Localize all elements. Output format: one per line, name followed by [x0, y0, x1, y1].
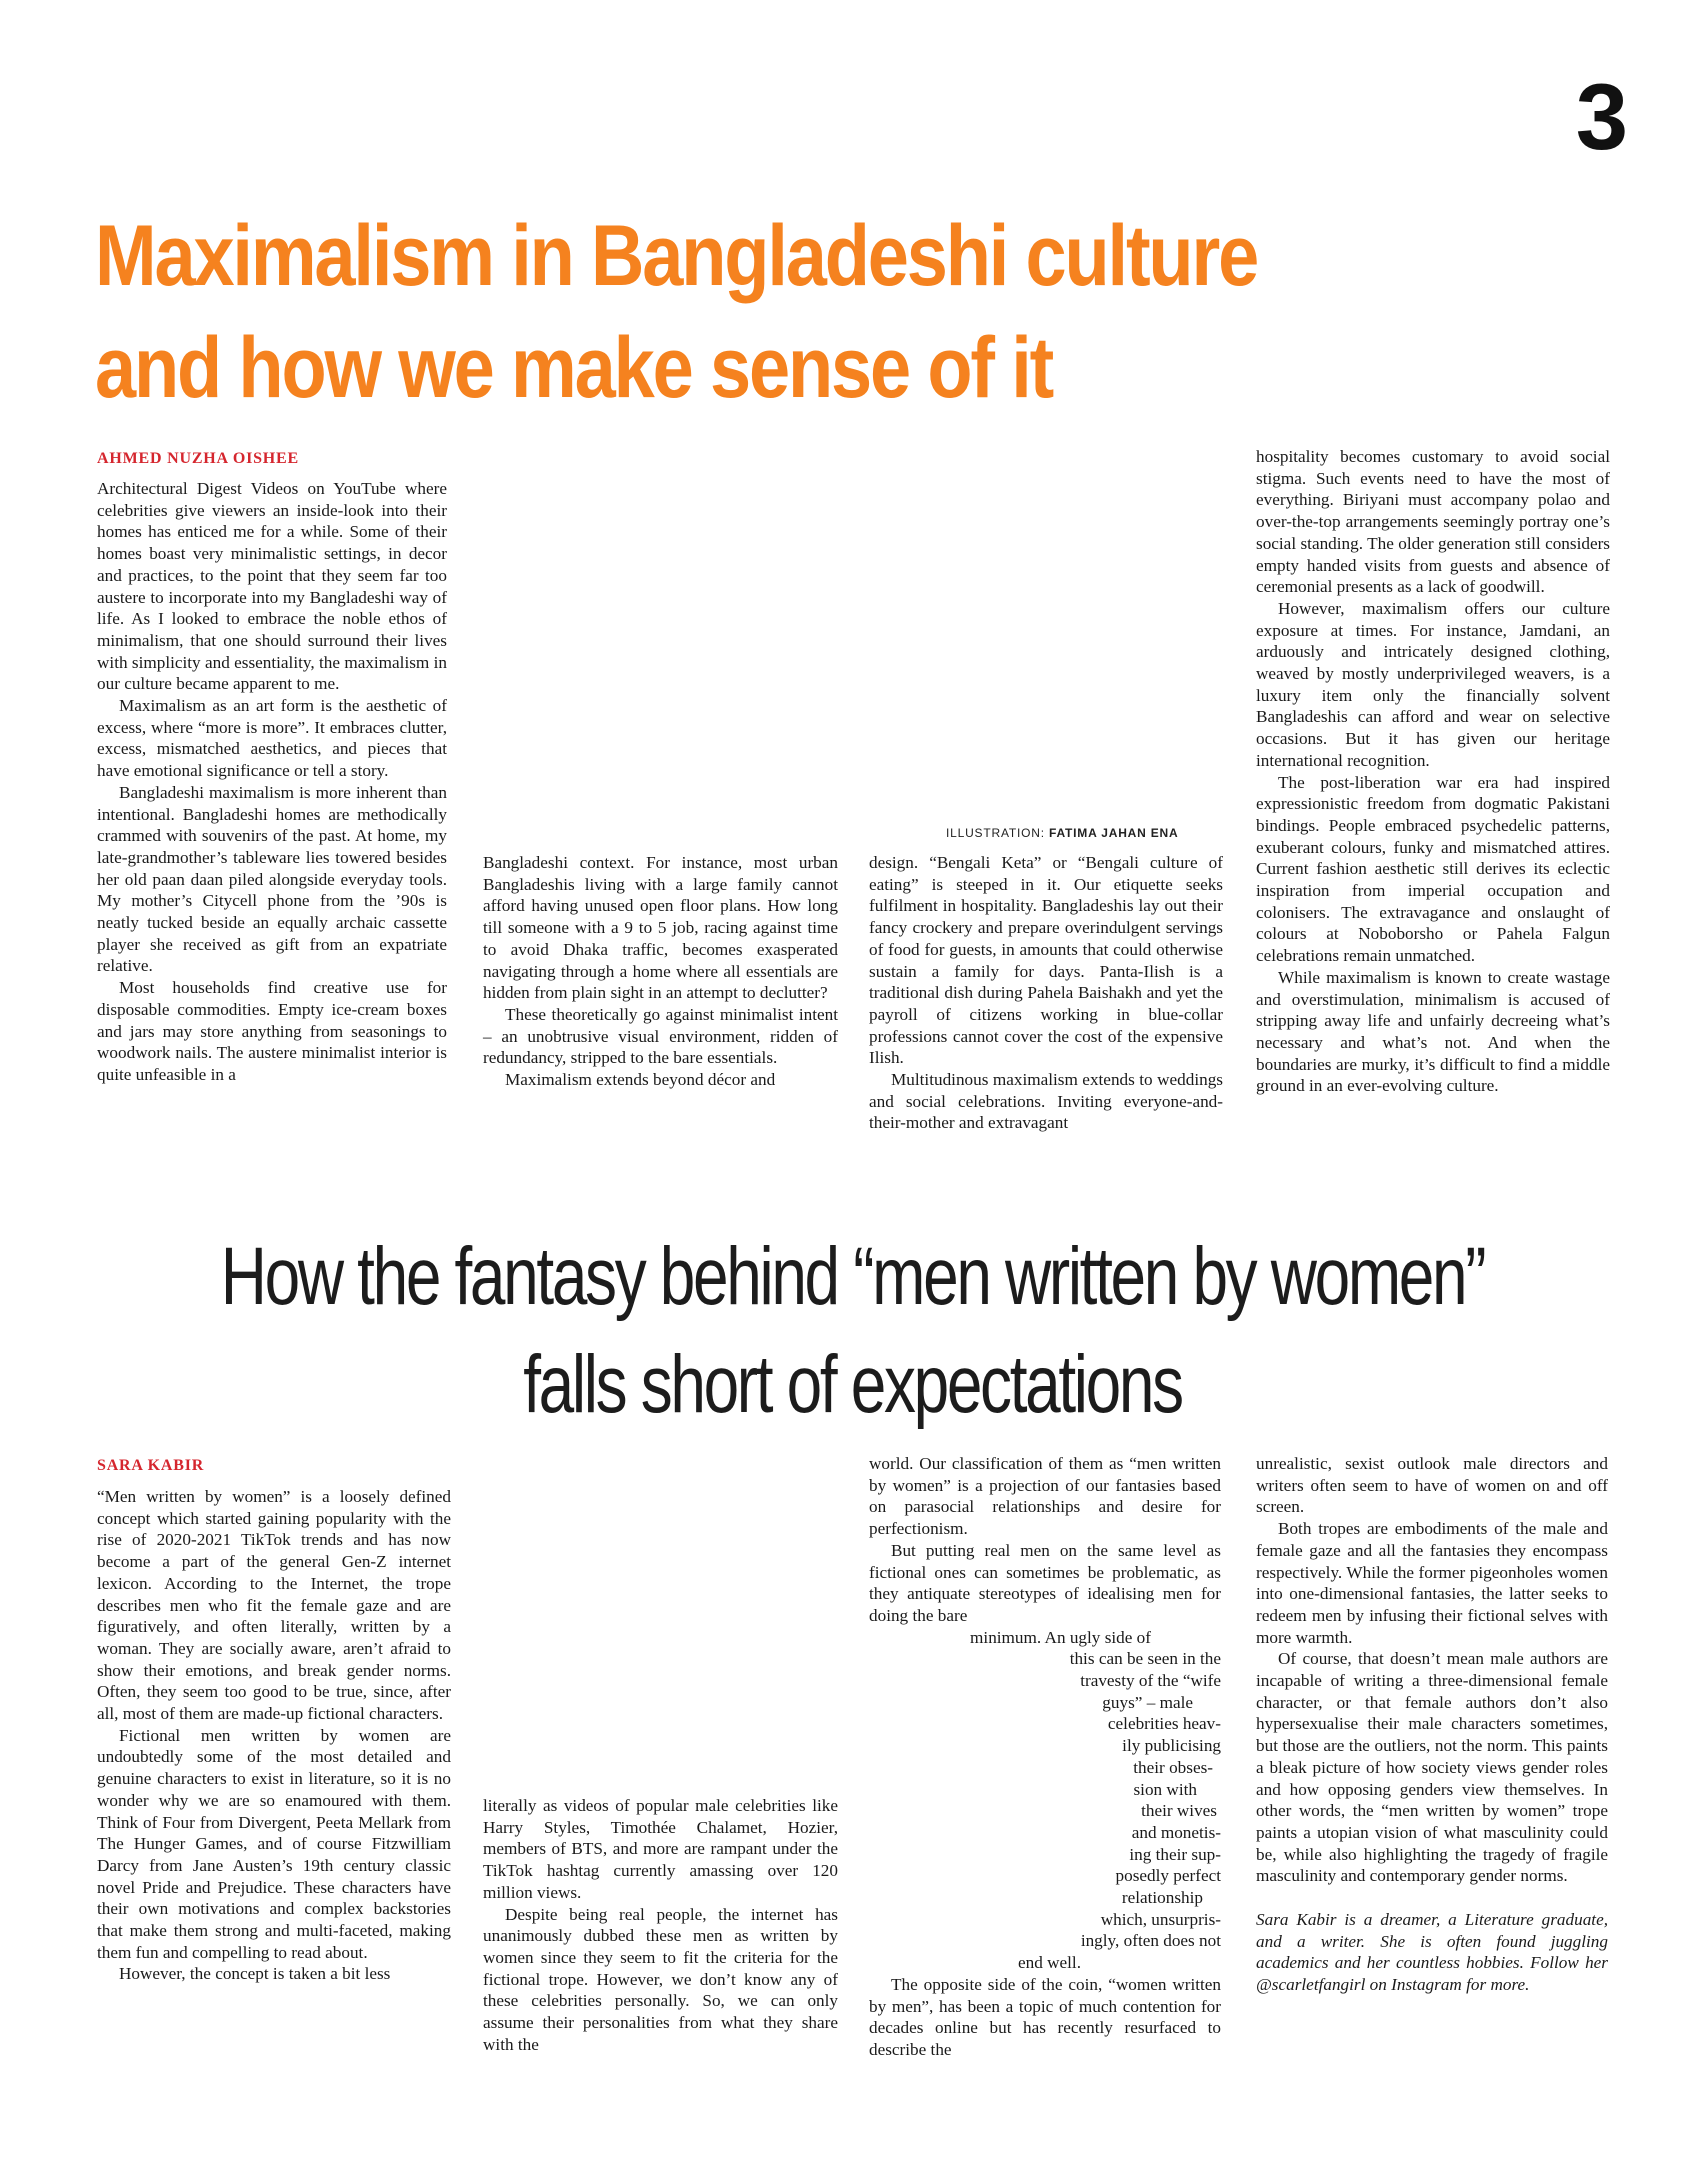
- paragraph: design. “Bengali Keta” or “Bengali culture of eating” is steeped in it. Our etiquette seeks fulfilment in hospitality. Bangladeshis lay out their fancy crockery and prepare overindulgent servings of food for guests, in amounts that could otherwise sustain a family for days. Panta-Ilish is a traditional dish during Pahela Baishakh and yet the payroll of citizens working in blue-collar professions cannot cover the cost of the expensive Ilish.: [869, 853, 1223, 1068]
- wrap-line: guys” – male: [1102, 1692, 1193, 1712]
- paragraph: Bangladeshi context. For instance, most urban Bangladeshis living with a large family cannot afford having unused open floor plans. How long till someone with a 9 to 5 job, racing against time to avoid Dhaka traffic, becomes exasperated navigating through a home where all essentials are hidden from plain sight in an attempt to declutter?: [483, 853, 838, 1003]
- paragraph: Multitudinous maximalism extends to weddings and social celebrations. Inviting everyone-and-their-mother and extravagant: [869, 1070, 1223, 1133]
- wrap-line: ingly, often does not: [1080, 1931, 1221, 1951]
- paragraph: Bangladeshi maximalism is more inherent than intentional. Bangladeshi homes are methodically crammed with souvenirs of the past. At home, my late-grandmother’s tableware lies towered besides her old paan daan piled alongside everyday tools. My mother’s Citycell phone from the ’90s is neatly tucked beside an equally archaic cassette player she received as gift from an expatriate relative.: [97, 782, 447, 976]
- paragraph: While maximalism is known to create wastage and overstimulation, minimalism is accused of stripping away life and unfairly decreeing what’s necessary and what’s not. And when the boundaries are murky, it’s difficult to find a middle ground in an ever-evolving culture.: [1256, 967, 1610, 1096]
- paragraph: But putting real men on the same level as fictional ones can sometimes be problematic, as they antiquate stereotypes of idealising men for doing the bare: [869, 1540, 1221, 1625]
- paragraph: Most households find creative use for disposable commodities. Empty ice-cream boxes and jars may store anything from seasonings to woodwork nails. The austere minimalist interior is quite unfeasible in a: [97, 978, 447, 1084]
- paragraph: These theoretically go against minimalist intent – an unobtrusive visual environment, ridden of redundancy, stripped to the bare essentials.: [483, 1004, 838, 1068]
- wrap-line: which, unsurpris-: [1100, 1909, 1221, 1929]
- wrap-line: ing their sup-: [1129, 1844, 1221, 1864]
- article2-byline: SARA KABIR: [97, 1457, 205, 1474]
- paragraph: Of course, that doesn’t mean male authors are incapable of writing a three-dimensional female character, or that female authors don’t also hypersexualise their male characters sometimes, but those are the outliers, not the norm. This paints a bleak picture of how society views gender roles and how opposing genders view themselves. In other words, the “men written by women” trope paints a utopian vision of what masculinity could be, while also highlighting the tragedy of fragile masculinity and contemporary gender norms.: [1256, 1649, 1608, 1886]
- paragraph: However, the concept is taken a bit less: [119, 1964, 391, 1984]
- author-bio: Sara Kabir is a dreamer, a Literature graduate, and a writer. She is often found juggling academics and her countless hobbies. Follow her @scarletfangirl on Instagram for more.: [1256, 1910, 1608, 1995]
- article1-column-3: [869, 852, 1223, 1134]
- article2-column-4: [1256, 1453, 1608, 1996]
- wrap-line: relationship: [1121, 1888, 1203, 1908]
- page-number: 3: [1575, 64, 1628, 169]
- paragraph: The post-liberation war era had inspired expressionistic freedom from dogmatic Pakistani bindings. People embraced psychedelic patterns, exuberant colours, funky and mismatched attires. Current fashion aesthetic still derives its eclectic inspiration from imperial occupation and colonisers. The extravagance and onslaught of colours at Noboborsho or Pahela Falgun celebrations remain unmatched.: [1256, 772, 1610, 966]
- article2-headline-line1: How the fantasy behind “men written by women”: [220, 1231, 1485, 1322]
- article1-column-2: [483, 852, 838, 1091]
- wrap-line: minimum. An ugly side of: [970, 1627, 1151, 1647]
- illustration-credit: [946, 826, 1178, 840]
- article2-column-2: [483, 1795, 838, 2055]
- article2-headline-line2: falls short of expectations: [523, 1339, 1182, 1430]
- wrap-line: end well.: [1017, 1953, 1081, 1973]
- article1-headline-line1: Maximalism in Bangladeshi culture: [95, 208, 1258, 304]
- wrap-line: posedly perfect: [1115, 1866, 1221, 1886]
- article1-column-1: [97, 478, 447, 1086]
- paragraph: world. Our classification of them as “men written by women” is a projection of our fantasies based on parasocial relationships and desire for perfectionism.: [869, 1454, 1221, 1539]
- paragraph: The opposite side of the coin, “women written by men”, has been a topic of much contention for decades online but has recently resurfaced to describe the: [869, 1974, 1221, 2059]
- article2-column-3: [869, 1453, 1221, 2061]
- article1-byline: AHMED NUZHA OISHEE: [97, 450, 299, 467]
- paragraph: Maximalism extends beyond décor and: [505, 1070, 776, 1090]
- text-wrap-block: [869, 1627, 1221, 1974]
- wrap-line: travesty of the “wife: [1080, 1671, 1221, 1691]
- article1-column-4: [1256, 446, 1610, 1097]
- paragraph: However, maximalism offers our culture exposure at times. For instance, Jamdani, an arduously and intricately designed clothing, weaved by mostly underprivileged weavers, is a luxury item only the financially solvent Bangladeshis can afford and wear on selective occasions. But it has given our heritage international recognition.: [1256, 598, 1610, 770]
- illustration-label: ILLUSTRATION:: [946, 826, 1045, 840]
- wrap-line: their wives: [1141, 1801, 1217, 1821]
- paragraph: Maximalism as an art form is the aesthetic of excess, where “more is more”. It embraces clutter, excess, mismatched aesthetics, and pieces that have emotional significance or tell a story.: [97, 696, 447, 781]
- wrap-line: sion with: [1133, 1779, 1197, 1799]
- paragraph: Both tropes are embodiments of the male and female gaze and all the fantasies they encompass respectively. While the former pigeonholes women into one-dimensional fantasies, the latter seeks to redeem men by infusing their fictional selves with more warmth.: [1256, 1519, 1608, 1647]
- paragraph: hospitality becomes customary to avoid social stigma. Such events need to have the most of everything. Biriyani must accompany polao and over-the-top arrangements seemingly portray one’s social standing. The older generation still considers empty handed visits from guests and absence of ceremonial presents as a lack of goodwill.: [1256, 447, 1610, 597]
- paragraph: Despite being real people, the internet has unanimously dubbed these men as written by women since they seem to fit the criteria for the fictional trope. However, we don’t know any of these celebrities personally. So, we can only assume their personalities from what they share with the: [483, 1904, 838, 2054]
- illustrator-name: FATIMA JAHAN ENA: [1049, 826, 1179, 840]
- paragraph: “Men written by women” is a loosely defined concept which started gaining popularity with the rise of 2020-2021 TikTok trends and has now become a part of the general Gen-Z internet lexicon. According to the Internet, the trope describes men who fit the female gaze and are figuratively, and often literally, written by a woman. They are socially aware, aren’t afraid to show their emotions, and break gender norms. Often, they seem too good to be true, since, after all, most of them are made-up fictional characters.: [97, 1487, 451, 1724]
- paragraph: unrealistic, sexist outlook male directors and writers often seem to have of women on and off screen.: [1256, 1454, 1608, 1517]
- paragraph: Architectural Digest Videos on YouTube where celebrities give viewers an inside-look into their homes has enticed me for a while. Some of their homes boast very minimalistic settings, in decor and practices, to the point that they seem far too austere to incorporate into my Bangladeshi way of life. As I looked to embrace the noble ethos of minimalism, that one should surround their lives with simplicity and essentiality, the maximalism in our culture became apparent to me.: [97, 479, 447, 694]
- article1-headline-line2: and how we make sense of it: [95, 320, 1053, 416]
- wrap-line: this can be seen in the: [1069, 1649, 1221, 1669]
- wrap-line: celebrities heav-: [1107, 1714, 1221, 1734]
- wrap-line: ily publicising: [1122, 1736, 1221, 1756]
- article2-column-1: [97, 1486, 451, 1985]
- paragraph: literally as videos of popular male celebrities like Harry Styles, Timothée Chalamet, Hozier, members of BTS, and more are rampant under the TikTok hashtag currently amassing over 120 million views.: [483, 1796, 838, 1902]
- wrap-line: their obses-: [1133, 1757, 1213, 1777]
- paragraph: Fictional men written by women are undoubtedly some of the most detailed and genuine characters to exist in literature, so it is no wonder why we are so enamoured with them. Think of Four from Divergent, Peeta Mellark from The Hunger Games, and of course Fitzwilliam Darcy from Jane Austen’s 19th century classic novel Pride and Prejudice. These characters have their own motivations and complex backstories that make them strong and multi-faceted, making them fun and compelling to read about.: [97, 1725, 451, 1962]
- wrap-line: and monetis-: [1131, 1822, 1221, 1842]
